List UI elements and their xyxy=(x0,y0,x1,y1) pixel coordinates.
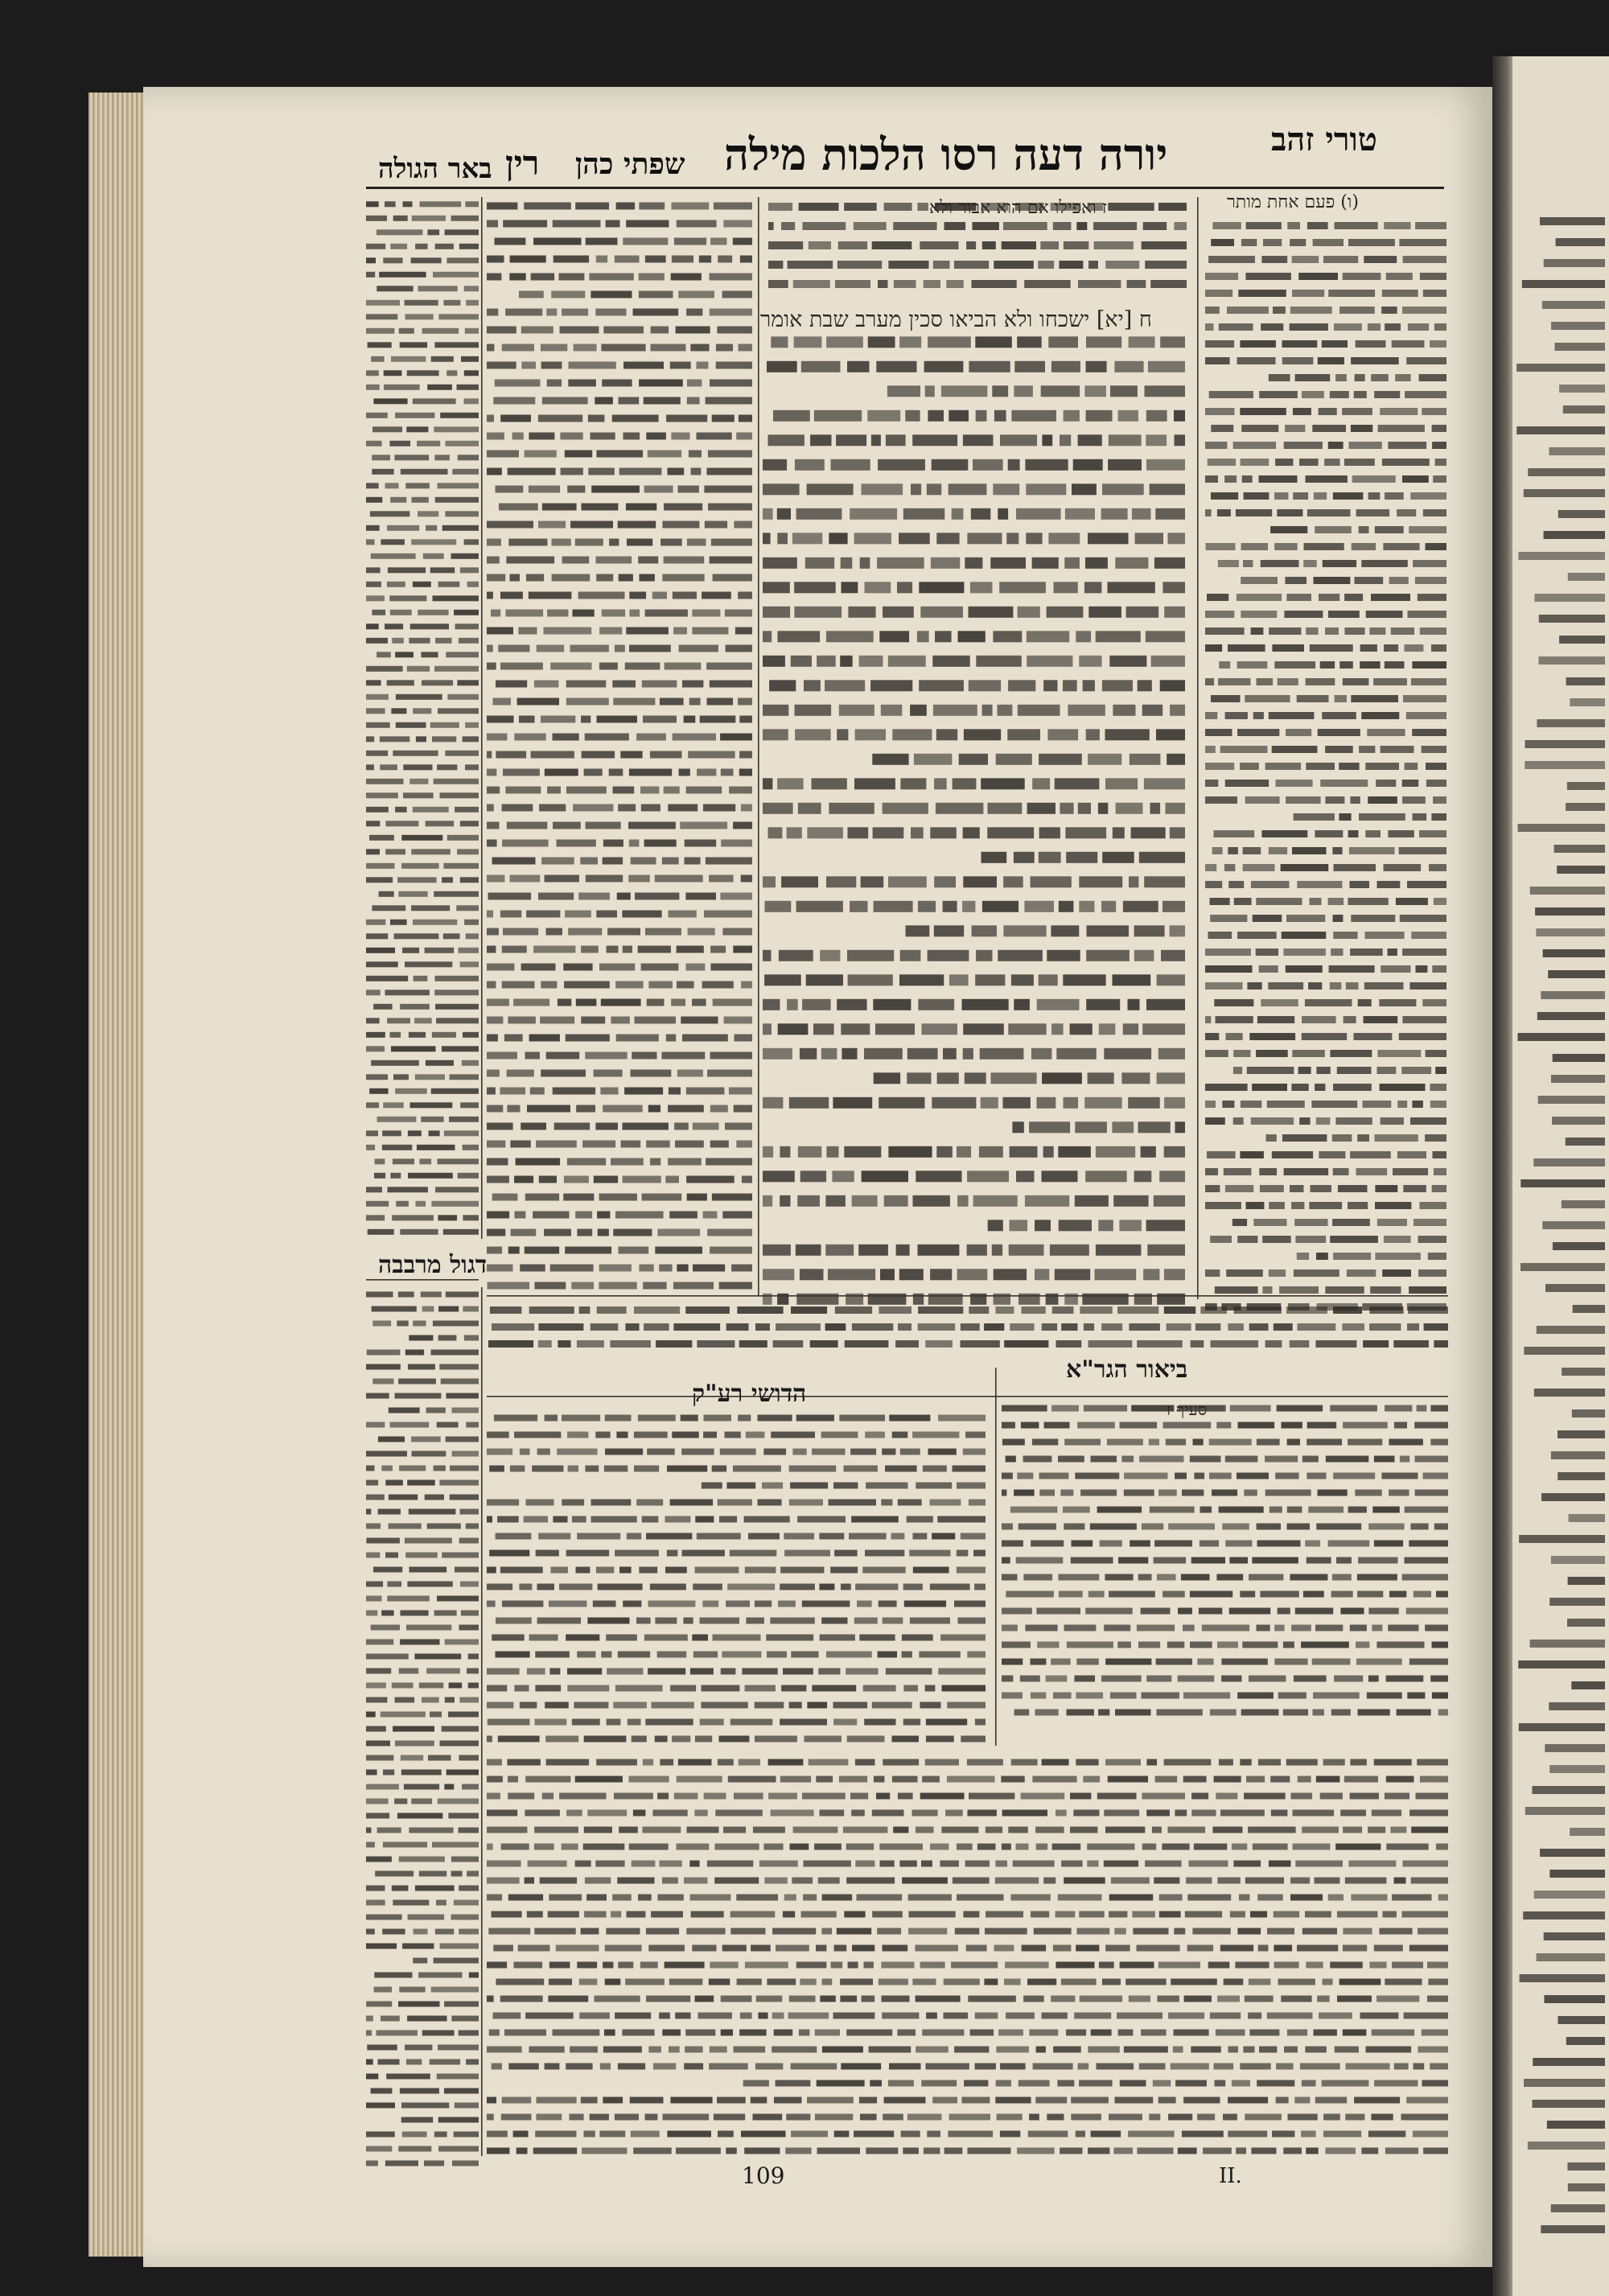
column-divider xyxy=(481,1287,483,2156)
degel-column-lines xyxy=(366,1292,479,2166)
printer-signature: II. xyxy=(1219,2164,1242,2188)
column-divider xyxy=(481,197,483,1239)
header-center-title: יורה דעה רסו הלכות מילה xyxy=(724,129,1168,180)
hidushei-caption: הדושי רע"ק xyxy=(692,1380,807,1408)
taz-first-line: (ו) פעם אחת מותר xyxy=(1227,192,1360,212)
header-far-left: באר הגולה xyxy=(378,153,492,185)
gra-column-lines xyxy=(1002,1405,1448,1716)
bottom-wide-lines xyxy=(487,1759,1448,2154)
column-divider xyxy=(1197,197,1199,1299)
header-left-section: שפתי כהן xyxy=(575,147,685,181)
section-divider xyxy=(366,1279,479,1281)
header-right-title: טורי זהב xyxy=(1271,121,1377,158)
wide-span-lines xyxy=(488,1306,1448,1348)
taz-column-lines xyxy=(1205,222,1446,1311)
gra-first-line: סעיף ז xyxy=(1167,1400,1208,1419)
shach-column-lines xyxy=(487,203,752,1290)
header-left-number: רין xyxy=(505,143,540,183)
column-divider xyxy=(758,197,759,1295)
degel-caption: דגול מרבבה xyxy=(378,1251,488,1279)
beer-hagolah-lines xyxy=(366,201,479,1235)
shach-first-line: ז ואפילו אם הוא אבור ולא xyxy=(929,198,1107,218)
column-divider xyxy=(995,1368,997,1746)
gra-caption: ביאור הגר"א xyxy=(1066,1356,1188,1384)
hidushei-column-lines xyxy=(487,1415,986,1743)
main-text-first-line: ח [יא] ישכחו ולא הביאו סכין מערב שבת אומר xyxy=(760,307,1152,332)
main-text-lines xyxy=(763,336,1185,1305)
section-divider xyxy=(487,1295,1448,1297)
page-number: 109 xyxy=(742,2162,785,2189)
section-divider xyxy=(487,1396,1448,1397)
